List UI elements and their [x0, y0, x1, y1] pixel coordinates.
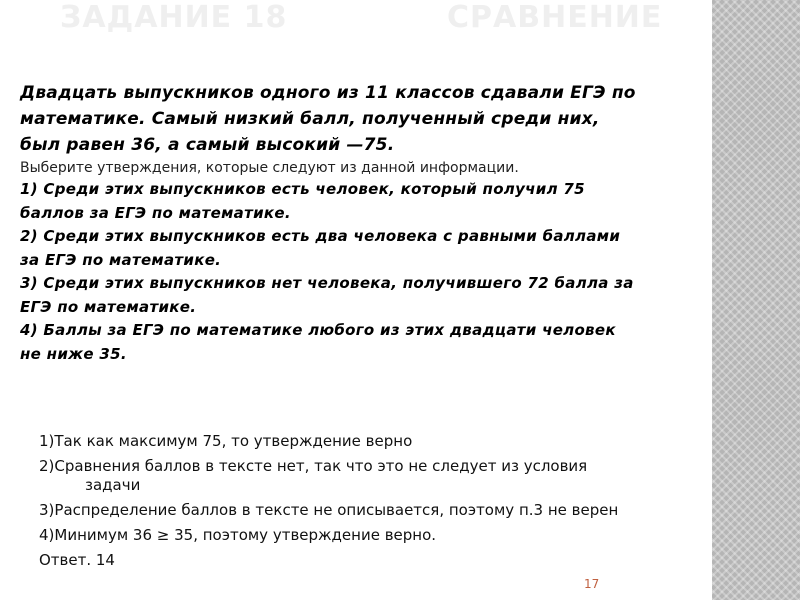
option-line: баллов за ЕГЭ по математике. [20, 203, 291, 222]
task-title: ЗАДАНИЕ 18 [60, 0, 288, 35]
option-line: ЕГЭ по математике. [20, 297, 197, 316]
problem-intro-line: был равен 36, а самый высокий —75. [20, 135, 395, 155]
solution-item-3: 3)Распределение баллов в тексте не описывается, поэтому п.3 не верен [39, 501, 619, 519]
problem-intro-line: математике. Самый низкий балл, полученный среди них, [20, 109, 600, 129]
slide-header [0, 0, 712, 40]
answer-line: Ответ. 14 [39, 551, 115, 569]
problem-statement [20, 80, 705, 366]
option-line: 1) Среди этих выпускников есть человек, который получил 75 [20, 180, 585, 198]
problem-instruction: Выберите утверждения, которые следуют из данной информации. [20, 160, 519, 176]
solution-item-2-continuation: задачи [85, 476, 141, 494]
option-line: за ЕГЭ по математике. [20, 250, 222, 269]
solution-item-2 [39, 457, 699, 495]
solution-item-4: 4)Минимум 36 ≥ 35, поэтому утверждение верно. [39, 526, 437, 544]
solution-item-2-main: 2)Сравнения баллов в тексте нет, так что это не следует из условия [39, 457, 588, 475]
option-line: 2) Среди этих выпускников есть два человека с равными баллами [20, 227, 621, 245]
problem-intro-line: Двадцать выпускников одного из 11 классов сдавали ЕГЭ по [20, 83, 636, 103]
topic-title: СРАВНЕНИЕ [447, 0, 663, 35]
option-line: не ниже 35. [20, 344, 127, 363]
option-line: 4) Баллы за ЕГЭ по математике любого из этих двадцати человек [20, 321, 616, 339]
solution-item-1: 1)Так как максимум 75, то утверждение верно [39, 432, 413, 450]
page-number: 17 [584, 577, 600, 591]
option-line: 3) Среди этих выпускников нет человека, получившего 72 балла за [20, 274, 634, 292]
decorative-side-band [712, 0, 800, 600]
solution-block [39, 432, 699, 576]
